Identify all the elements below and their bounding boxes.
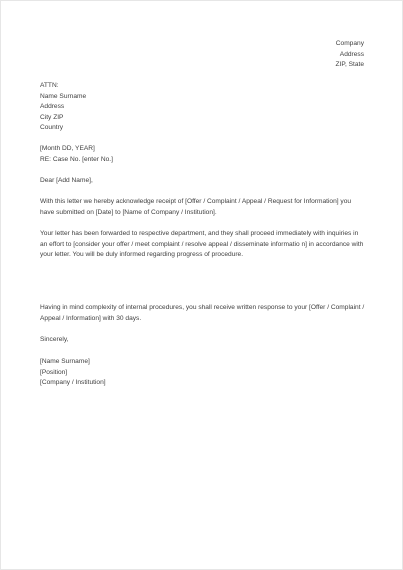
recipient-attn: ATTN: [40,82,59,89]
sender-address-block [336,39,364,71]
recipient-name: Name Surname [40,92,87,100]
recipient-country: Country [40,124,64,131]
closing-block [40,335,372,346]
sender-zip-state: ZIP, State [335,61,364,68]
signature-name: [Name Surname] [40,358,90,365]
date-reference-block [40,144,372,165]
body-paragraph-1 [40,197,372,218]
paragraph-line: Having in mind complexity of internal procedures, you shall receive written response to your [Offer / Complaint / [40,304,365,311]
closing: Sincerely, [40,336,69,343]
recipient-address: Address [40,103,65,110]
body-paragraph-3 [40,303,372,324]
paragraph-line: Appeal / Information] with 30 days. [40,314,142,322]
recipient-city-zip: City ZIP [40,113,64,121]
signature-position: [Position] [40,368,68,376]
paragraph-line: Your letter has been forwarded to respective department, and they shall proceed immediately with inquiries in [40,230,359,237]
signature-block [40,357,372,389]
salutation: Dear [Add Name], [40,177,93,184]
letter-date: [Month DD, YEAR] [40,145,95,152]
body-paragraph-2 [40,229,372,261]
paragraph-line: With this letter we hereby acknowledge receipt of [Offer / Complaint / Appeal / Request for Information] you [40,198,352,205]
signature-company: [Company / Institution] [40,379,106,386]
sender-address: Address [339,50,364,58]
paragraph-line: an effort to [consider your offer / meet complaint / resolve appeal / disseminate informatio n] in accordance with [40,240,364,248]
paragraph-line: your letter. You will be duly informed regarding progress of procedure. [40,251,244,258]
salutation-block [40,176,372,187]
recipient-address-block [40,81,372,134]
sender-company: Company [335,40,364,47]
paragraph-line: have submitted on [Date] to [Name of Company / Institution]. [40,208,217,216]
case-reference: RE: Case No. [enter No.] [40,155,113,163]
